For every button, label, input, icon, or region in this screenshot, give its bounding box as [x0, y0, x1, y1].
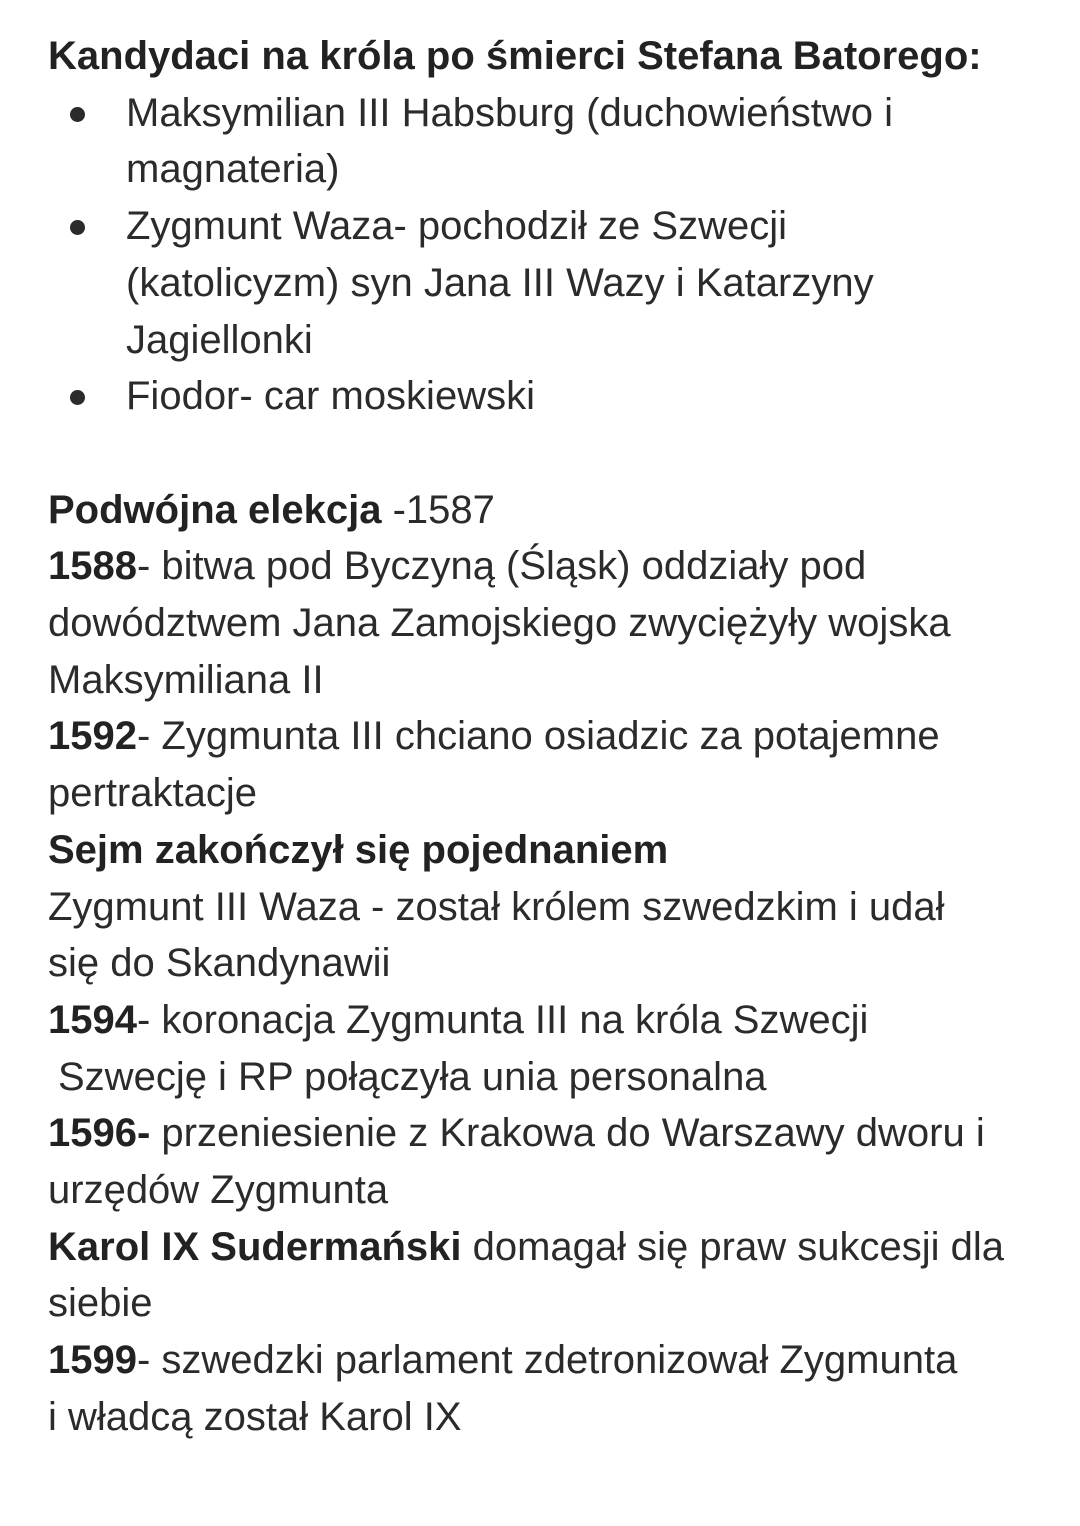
event-text: przeniesienie z Krakowa do Warszawy dworu i: [150, 1111, 985, 1156]
event-1592: [48, 708, 1048, 765]
event-text: - szwedzki parlament zdetronizował Zygmunta: [136, 1338, 958, 1383]
event-1596: [48, 1105, 1048, 1162]
list-item-line: (katolicyzm) syn Jana III Wazy i Katarzyny: [126, 260, 874, 305]
list-item-line: Maksymilian III Habsburg (duchowieństwo i: [126, 90, 893, 135]
year-label: 1588: [48, 544, 137, 589]
year-label: 1599: [48, 1338, 137, 1383]
candidates-list: [48, 85, 1048, 425]
event-1588-cont: Maksymiliana II: [48, 657, 324, 702]
document-body: [48, 28, 1048, 1446]
year-label: 1592: [48, 714, 137, 759]
karol-line: [48, 1219, 1048, 1276]
list-item: [48, 198, 1048, 368]
list-item: [48, 85, 1048, 198]
heading: Kandydaci na króla po śmierci Stefana Batorego:: [48, 34, 982, 78]
event-text: - koronacja Zygmunta III na króla Szwecji: [136, 997, 869, 1042]
event-1599: [48, 1332, 1048, 1389]
event-1599-cont: i władcą został Karol IX: [48, 1394, 462, 1439]
karol-line-cont: siebie: [48, 1281, 153, 1326]
event-1588: [48, 538, 1048, 595]
event-text: - Zygmunta III chciano osiadzic za potajemne: [136, 714, 940, 759]
year-label: 1596-: [48, 1111, 151, 1156]
event-text: - bitwa pod Byczyną (Śląsk) oddziały pod: [136, 544, 867, 589]
karol-bold: Karol IX Sudermański: [48, 1224, 462, 1269]
spacer: [48, 425, 1048, 482]
election-line: [48, 482, 1048, 539]
election-bold: Podwójna elekcja: [48, 487, 382, 532]
election-rest: -1587: [381, 487, 495, 532]
sejm-heading: Sejm zakończył się pojednaniem: [48, 827, 669, 872]
list-item-line: Fiodor- car moskiewski: [126, 374, 535, 419]
karol-text: domagał się praw sukcesji dla: [461, 1224, 1004, 1269]
bullet-icon: [70, 390, 85, 405]
event-1592-cont: pertraktacje: [48, 771, 257, 816]
year-label: 1594: [48, 997, 137, 1042]
waza-line-cont: się do Skandynawii: [48, 941, 391, 986]
list-item-line: magnateria): [126, 147, 340, 192]
bullet-icon: [70, 107, 85, 122]
event-1588-cont: dowództwem Jana Zamojskiego zwyciężyły wojska: [48, 601, 951, 646]
bullet-icon: [70, 220, 85, 235]
event-1594-cont: Szwecję i RP połączyła unia personalna: [58, 1054, 767, 1099]
list-item-line: Jagiellonki: [126, 317, 313, 362]
list-item: [48, 368, 1048, 425]
event-1596-cont: urzędów Zygmunta: [48, 1168, 389, 1213]
list-item-line: Zygmunt Waza- pochodził ze Szwecji: [126, 204, 787, 249]
waza-line: Zygmunt III Waza - został królem szwedzkim i udał: [48, 884, 945, 929]
event-1594: [48, 992, 1048, 1049]
